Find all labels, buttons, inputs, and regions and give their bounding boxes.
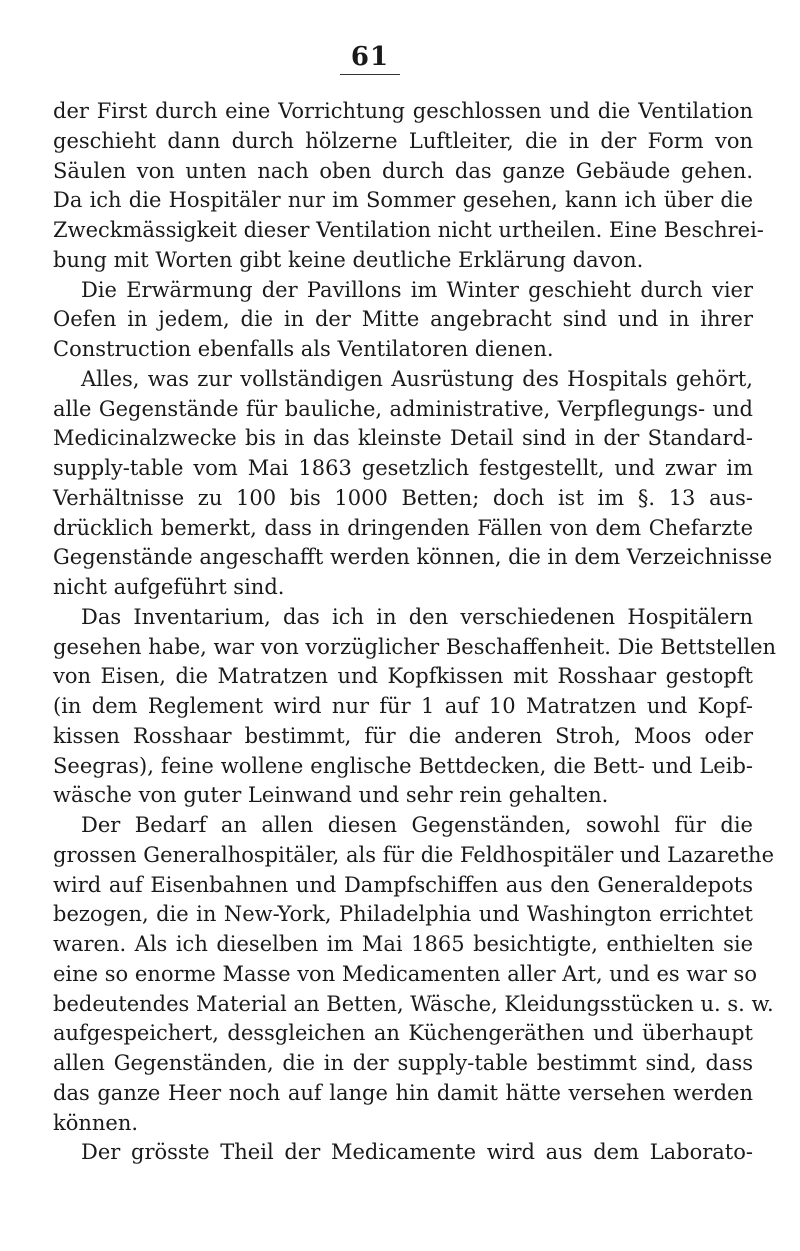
text-line: der First durch eine Vorrichtung geschlossen und die Ventilation (53, 99, 753, 123)
text-line: supply-table vom Mai 1863 gesetzlich festgestellt, und zwar im (53, 456, 753, 480)
text-line: Construction ebenfalls als Ventilatoren dienen. (53, 337, 554, 361)
text-line: Alles, was zur vollständigen Ausrüstung des Hospitals gehört, (81, 366, 753, 391)
text-line: eine so enorme Masse von Medicamenten aller Art, und es war so (53, 961, 757, 986)
body-text (53, 97, 777, 1168)
text-line: geschieht dann durch hölzerne Luftleiter, die in der Form von (53, 128, 753, 153)
text-line: Gegenstände angeschafft werden können, die in dem Verzeichnisse (53, 545, 773, 570)
text-line: Oefen in jedem, die in der Mitte angebracht sind und in ihrer (53, 307, 753, 332)
text-line: alle Gegenstände für bauliche, administrative, Verpflegungs- und (53, 396, 753, 421)
text-line: Die Erwärmung der Pavillons im Winter geschieht durch vier (81, 277, 753, 302)
text-line: Säulen von unten nach oben durch das ganze Gebäude gehen. (53, 158, 753, 183)
text-line: Das Inventarium, das ich in den verschiedenen Hospitälern (81, 604, 753, 629)
text-line: gesehen habe, war von vorzüglicher Beschaffenheit. Die Bettstellen (53, 634, 777, 659)
text-line: Der Bedarf an allen diesen Gegenständen, sowohl für die (81, 813, 753, 837)
text-line: das ganze Heer noch auf lange hin damit hätte versehen werden (53, 1080, 753, 1105)
page-number-rule (340, 74, 400, 75)
text-line: kissen Rosshaar bestimmt, für die anderen Stroh, Moos oder (53, 723, 753, 748)
text-line: grossen Generalhospitäler, als für die Feldhospitäler und Lazarethe (53, 842, 774, 867)
text-line: (in dem Reglement wird nur für 1 auf 10 Matratzen und Kopf- (53, 694, 753, 718)
text-line: bezogen, die in New-York, Philadelphia und Washington errichtet (53, 902, 753, 927)
text-line: bedeutendes Material an Betten, Wäsche, Kleidungsstücken u. s. w. (53, 991, 774, 1016)
text-line: nicht aufgeführt sind. (53, 575, 285, 599)
text-line: bung mit Worten gibt keine deutliche Erklärung davon. (53, 247, 644, 272)
text-line: Verhältnisse zu 100 bis 1000 Betten; doch ist im §. 13 aus- (53, 485, 753, 510)
text-line: Seegras), feine wollene englische Bettdecken, die Bett- und Leib- (53, 753, 753, 778)
text-line: können. (53, 1110, 139, 1135)
text-line: wird auf Eisenbahnen und Dampfschiffen aus den Generaldepots (53, 872, 753, 897)
text-line: aufgespeichert, dessgleichen an Küchengeräthen und überhaupt (53, 1021, 753, 1046)
text-line: allen Gegenständen, die in der supply-table bestimmt sind, dass (53, 1051, 753, 1075)
text-line: waren. Als ich dieselben im Mai 1865 besichtigte, enthielten sie (53, 932, 753, 956)
text-line: drücklich bemerkt, dass in dringenden Fällen von dem Chefarzte (53, 515, 753, 540)
text-line: Medicinalzwecke bis in das kleinste Detail sind in der Standard- (53, 426, 753, 451)
page-number: 61 (350, 42, 390, 72)
text-line: Zweckmässigkeit dieser Ventilation nicht urtheilen. Eine Beschrei- (53, 218, 764, 242)
text-line: Der grösste Theil der Medicamente wird aus dem Laborato- (81, 1140, 753, 1165)
text-line: wäsche von guter Leinwand und sehr rein gehalten. (53, 783, 609, 808)
text-line: Da ich die Hospitäler nur im Sommer gesehen, kann ich über die (53, 188, 753, 213)
text-line: von Eisen, die Matratzen und Kopfkissen mit Rosshaar gestopft (53, 664, 753, 689)
